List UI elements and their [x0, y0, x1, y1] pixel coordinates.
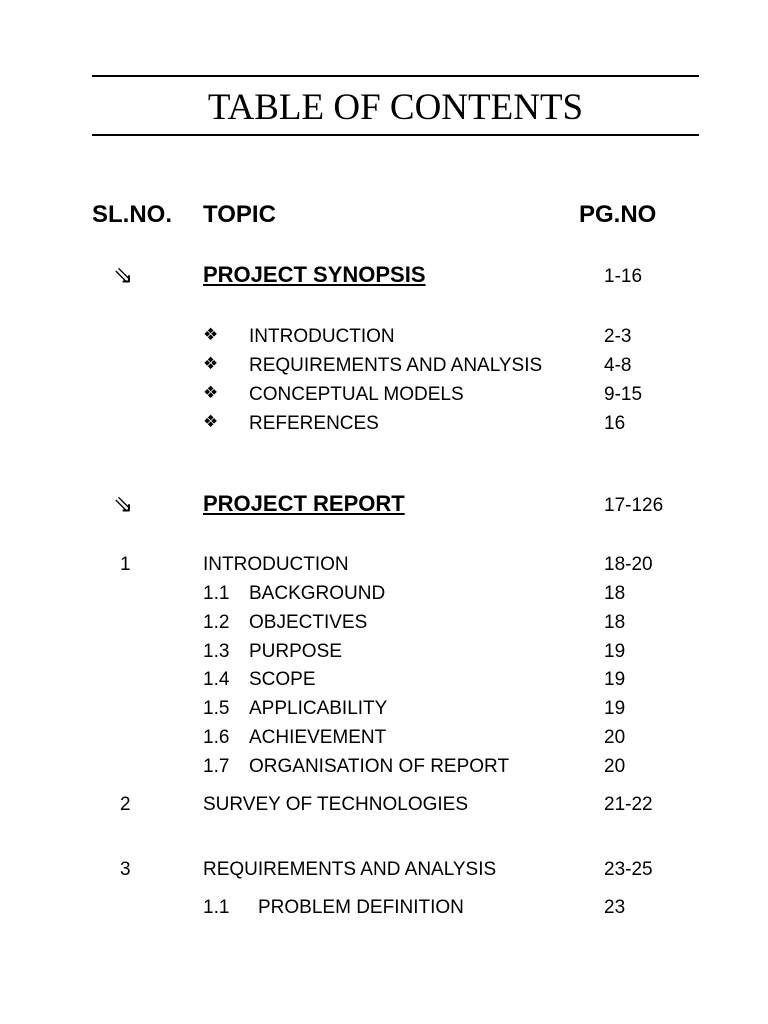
- diamond-bullet-icon: ❖: [203, 325, 219, 344]
- subsection-label: SCOPE: [249, 669, 316, 690]
- page-title: TABLE OF CONTENTS: [207, 87, 584, 128]
- chapter-number: 3: [120, 859, 131, 880]
- chapter-pages: 23-25: [604, 859, 653, 880]
- subsection-number: 1.5: [203, 698, 230, 719]
- top-rule: [92, 75, 699, 77]
- chapter-pages: 21-22: [604, 794, 653, 815]
- subsection-number: 1.2: [203, 612, 230, 633]
- subsection-pages: 19: [604, 669, 626, 690]
- synopsis-item-pages: 4-8: [604, 355, 632, 376]
- subsection-number: 1.1: [203, 583, 230, 604]
- subsection-label: APPLICABILITY: [249, 698, 388, 719]
- subsection-number: 1.3: [203, 641, 230, 662]
- synopsis-item-pages: 9-15: [604, 384, 643, 405]
- diamond-bullet-icon: ❖: [203, 354, 219, 373]
- header-pgno: PG.NO: [579, 201, 657, 228]
- diamond-bullet-icon: ❖: [203, 383, 219, 402]
- header-topic: TOPIC: [203, 201, 276, 228]
- arrow-icon: ⇘: [113, 491, 134, 518]
- synopsis-item-label: CONCEPTUAL MODELS: [249, 384, 464, 405]
- section-title-synopsis: PROJECT SYNOPSIS: [203, 262, 426, 287]
- diamond-bullet-icon: ❖: [203, 412, 219, 431]
- subsection-pages: 23: [604, 897, 626, 918]
- chapter-number: 2: [120, 794, 131, 815]
- chapter-title: INTRODUCTION: [203, 554, 349, 575]
- header-slno: SL.NO.: [92, 201, 173, 228]
- subsection-number: 1.4: [203, 669, 230, 690]
- subsection-number: 1.7: [203, 756, 230, 777]
- section-pages-synopsis: 1-16: [604, 266, 643, 287]
- section-pages-report: 17-126: [604, 495, 664, 516]
- synopsis-item-label: REFERENCES: [249, 413, 379, 434]
- subsection-pages: 20: [604, 727, 626, 748]
- subsection-label: PROBLEM DEFINITION: [258, 897, 464, 918]
- subsection-label: OBJECTIVES: [249, 612, 368, 633]
- subsection-pages: 19: [604, 698, 626, 719]
- chapter-title: SURVEY OF TECHNOLOGIES: [203, 794, 469, 815]
- subsection-pages: 18: [604, 612, 626, 633]
- section-title-report: PROJECT REPORT: [203, 491, 405, 516]
- bottom-rule: [92, 134, 699, 136]
- subsection-label: ORGANISATION OF REPORT: [249, 756, 510, 777]
- synopsis-item-label: INTRODUCTION: [249, 326, 395, 347]
- subsection-label: BACKGROUND: [249, 583, 386, 604]
- subsection-label: ACHIEVEMENT: [249, 727, 387, 748]
- arrow-icon: ⇘: [113, 262, 134, 289]
- subsection-number: 1.6: [203, 727, 230, 748]
- chapter-pages: 18-20: [604, 554, 653, 575]
- chapter-title: REQUIREMENTS AND ANALYSIS: [203, 859, 497, 880]
- synopsis-item-label: REQUIREMENTS AND ANALYSIS: [249, 355, 543, 376]
- synopsis-item-pages: 16: [604, 413, 626, 434]
- subsection-number: 1.1: [203, 897, 230, 918]
- synopsis-item-pages: 2-3: [604, 326, 632, 347]
- subsection-label: PURPOSE: [249, 641, 342, 662]
- chapter-number: 1: [120, 554, 131, 575]
- subsection-pages: 19: [604, 641, 626, 662]
- subsection-pages: 20: [604, 756, 626, 777]
- subsection-pages: 18: [604, 583, 626, 604]
